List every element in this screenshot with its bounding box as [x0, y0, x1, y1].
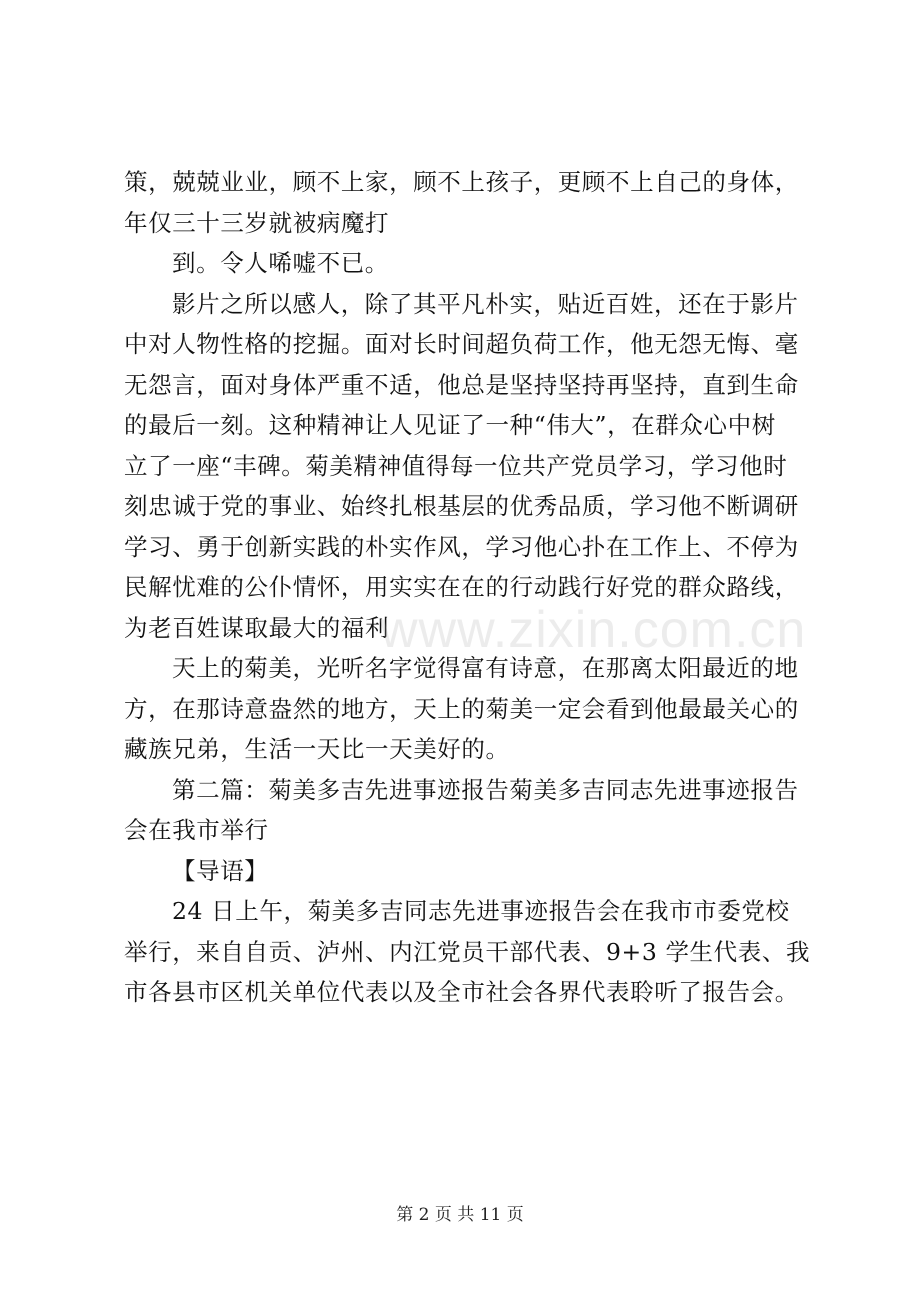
- section-heading-line-2: 会在我市举行: [124, 816, 269, 844]
- document-body: [124, 162, 814, 1013]
- text-line-6: 无怨言，面对身体严重不适，他总是坚持坚持再坚持，直到生命: [124, 370, 799, 399]
- text-line-20: 举行，来自自贡、泸州、内江党员干部代表、9+3 学生代表、我: [124, 937, 811, 966]
- text-line-3: 到。令人唏嘘不已。: [172, 249, 389, 277]
- text-line-14: 方，在那诗意盎然的地方，天上的菊美一定会看到他最最关心的: [124, 694, 799, 723]
- text-line-1: 策，兢兢业业，顾不上家，顾不上孩子，更顾不上自己的身体，: [124, 168, 799, 196]
- text-line-12: 为老百姓谋取最大的福利: [124, 613, 390, 642]
- text-line-8: 立了一座“丰碑。菊美精神值得每一位共产党员学习，学习他时: [124, 451, 788, 480]
- text-line-7: 的最后一刻。这种精神让人见证了一种“伟大”，在群众心中树: [124, 411, 776, 439]
- text-line-9: 刻忠诚于党的事业、始终扎根基层的优秀品质，学习他不断调研: [124, 492, 799, 520]
- text-line-2: 年仅三十三岁就被病魔打: [124, 208, 390, 237]
- lead-label: 【导语】: [172, 856, 269, 885]
- text-line-13: 天上的菊美，光听名字觉得富有诗意，在那离太阳最近的地: [172, 654, 799, 682]
- text-line-10: 学习、勇于创新实践的朴实作风，学习他心扑在工作上、不停为: [124, 532, 799, 561]
- text-line-5: 中对人物性格的挖掘。面对长时间超负荷工作，他无怨无悔、毫: [124, 330, 799, 358]
- text-line-15: 藏族兄弟，生活一天比一天美好的。: [124, 735, 510, 763]
- text-line-21: 市各县市区机关单位代表以及全市社会各界代表聆听了报告会。: [124, 978, 799, 1006]
- text-line-19: 24 日上午，菊美多吉同志先进事迹报告会在我市市委党校: [172, 897, 790, 925]
- page-footer: 第 2 页 共 11 页: [396, 1205, 524, 1225]
- text-line-4: 影片之所以感人，除了其平凡朴实，贴近百姓，还在于影片: [172, 289, 799, 318]
- section-heading-line-1: 第二篇：菊美多吉先进事迹报告菊美多吉同志先进事迹报告: [172, 775, 799, 804]
- watermark: www.zixin.com.cn: [380, 601, 807, 659]
- text-line-11: 民解忧难的公仆情怀，用实实在在的行动践行好党的群众路线，: [124, 573, 799, 601]
